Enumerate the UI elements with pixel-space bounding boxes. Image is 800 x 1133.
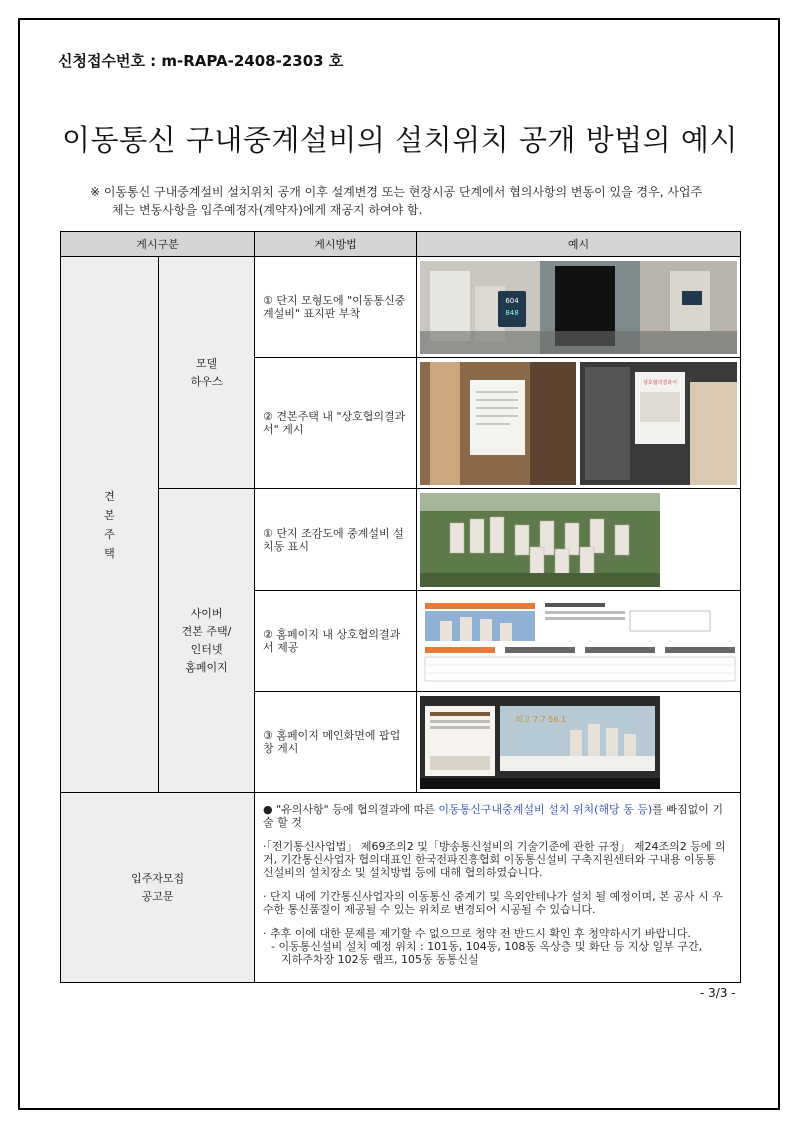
notice-label-2: 공고문 [141, 889, 174, 903]
header-category: 게시구분 [61, 232, 255, 257]
example-model-photo [417, 257, 741, 358]
notice-bullet [263, 803, 726, 829]
notice-para-5: 지하주차장 102동 램프, 105동 동통신실 [281, 953, 479, 966]
method-birdseye: ① 단지 조감도에 중계설비 설치동 표시 [255, 489, 417, 591]
category-model-house [159, 257, 255, 489]
birdseye-illustration [420, 493, 737, 587]
poster-title: 상호협의결과서 [643, 379, 677, 386]
cyber-label-4: 홈페이지 [185, 660, 228, 674]
cyber-label-1: 사이버 [190, 606, 223, 620]
category-show-house [61, 257, 159, 793]
header-method: 게시방법 [255, 232, 417, 257]
application-number: 신청접수번호 : m-RAPA-2408-2303 호 [58, 52, 344, 70]
notice-label-1: 입주자모집 [130, 871, 185, 885]
category-notice [61, 793, 255, 983]
notice-line-1: ※ 이동통신 구내중계설비 설치위치 공개 이후 설계변경 또는 현장시공 단계에서 협의사항의 변동이 있을 경우, 사업주 [90, 185, 703, 199]
poster-photo [420, 362, 737, 485]
poster-photo-image [420, 362, 737, 485]
birdseye-image [420, 493, 737, 587]
table-header-row [61, 232, 741, 257]
example-birdseye [417, 489, 741, 591]
homepage-screenshot [420, 595, 737, 688]
notice-bullet-suffix: 를 빠짐없이 기술 할 것 [263, 803, 723, 829]
homepage-illustration [420, 595, 737, 688]
notice-para-1: ·「전기통신사업법」 제69조의2 및「방송통신설비의 기술기준에 관한 규정」 제24조의2 등에 의거, 기간통신사업자 협의대표인 한국전파진흥협회 이동통신설비 구축지원센터와 구내용 이동통신설비의 설치장소 및 설치방법 등에 대해 협의하였습니다. [263, 840, 726, 879]
disclosure-table [60, 231, 741, 983]
page-title: 이동통신 구내중계설비의 설치위치 공개 방법의 예시 [62, 123, 738, 157]
method-homepage-result: ② 홈페이지 내 상호협의결과서 제공 [255, 591, 417, 692]
header-example: 예시 [417, 232, 741, 257]
table-row [61, 489, 741, 591]
cyber-label-3: 인터넷 [190, 642, 223, 656]
method-model-sign: ① 단지 모형도에 "이동통신중계설비" 표지판 부착 [255, 257, 417, 358]
table-row [61, 793, 741, 983]
method-popup: ③ 홈페이지 메인화면에 팝업창 게시 [255, 692, 417, 793]
category-show-house-label: 견본주택 [104, 489, 115, 560]
cyber-label-2: 견본 주택/ [181, 624, 232, 638]
page-number: - 3/3 - [700, 986, 736, 1000]
category-cyber-house [159, 489, 255, 793]
model-house-label-2: 하우스 [190, 374, 223, 388]
model-sign-number-2: 848 [505, 308, 519, 317]
model-house-label-1: 모델 [195, 356, 218, 370]
method-poster: ② 견본주택 내 "상호협의결과서" 게시 [255, 358, 417, 489]
notice-bullet-prefix: ● "유의사항" 등에 협의결과에 따른 [263, 803, 439, 816]
example-popup [417, 692, 741, 793]
notice-content [255, 793, 741, 983]
model-sign-number: 604 [505, 296, 519, 305]
model-photo [420, 261, 737, 354]
notice-para-4: - 이동통신설비 설치 예정 위치 : 101동, 104동, 108동 옥상층 및 화단 등 지상 일부 구간, [271, 940, 703, 953]
notice-line-2: 체는 변동사항을 입주예정자(계약자)에게 재공지 하여야 함. [112, 203, 423, 217]
notice-para-3: · 추후 이에 대한 문제를 제기할 수 없으므로 청약 전 반드시 확인 후 청약하시기 바랍니다. [263, 927, 691, 940]
notice-para-2: · 단지 내에 기간통신사업자의 이동통신 중계기 및 옥외안테나가 설치 될 예정이며, 본 공사 시 우수한 통신품질이 제공될 수 있는 위치로 변경되어 시공될 수 있습니다. [263, 890, 723, 916]
model-photo-image [420, 261, 737, 354]
example-homepage [417, 591, 741, 692]
popup-screenshot [420, 696, 737, 789]
table-row [61, 257, 741, 358]
notice-bullet-highlight: 이동통신구내중계설비 설치 위치(해당 동 등) [438, 803, 653, 816]
popup-illustration [420, 696, 737, 789]
popup-price: 최고 7.7 56.1 [515, 714, 567, 724]
notice-text [90, 183, 740, 219]
example-poster-photo [417, 358, 741, 489]
